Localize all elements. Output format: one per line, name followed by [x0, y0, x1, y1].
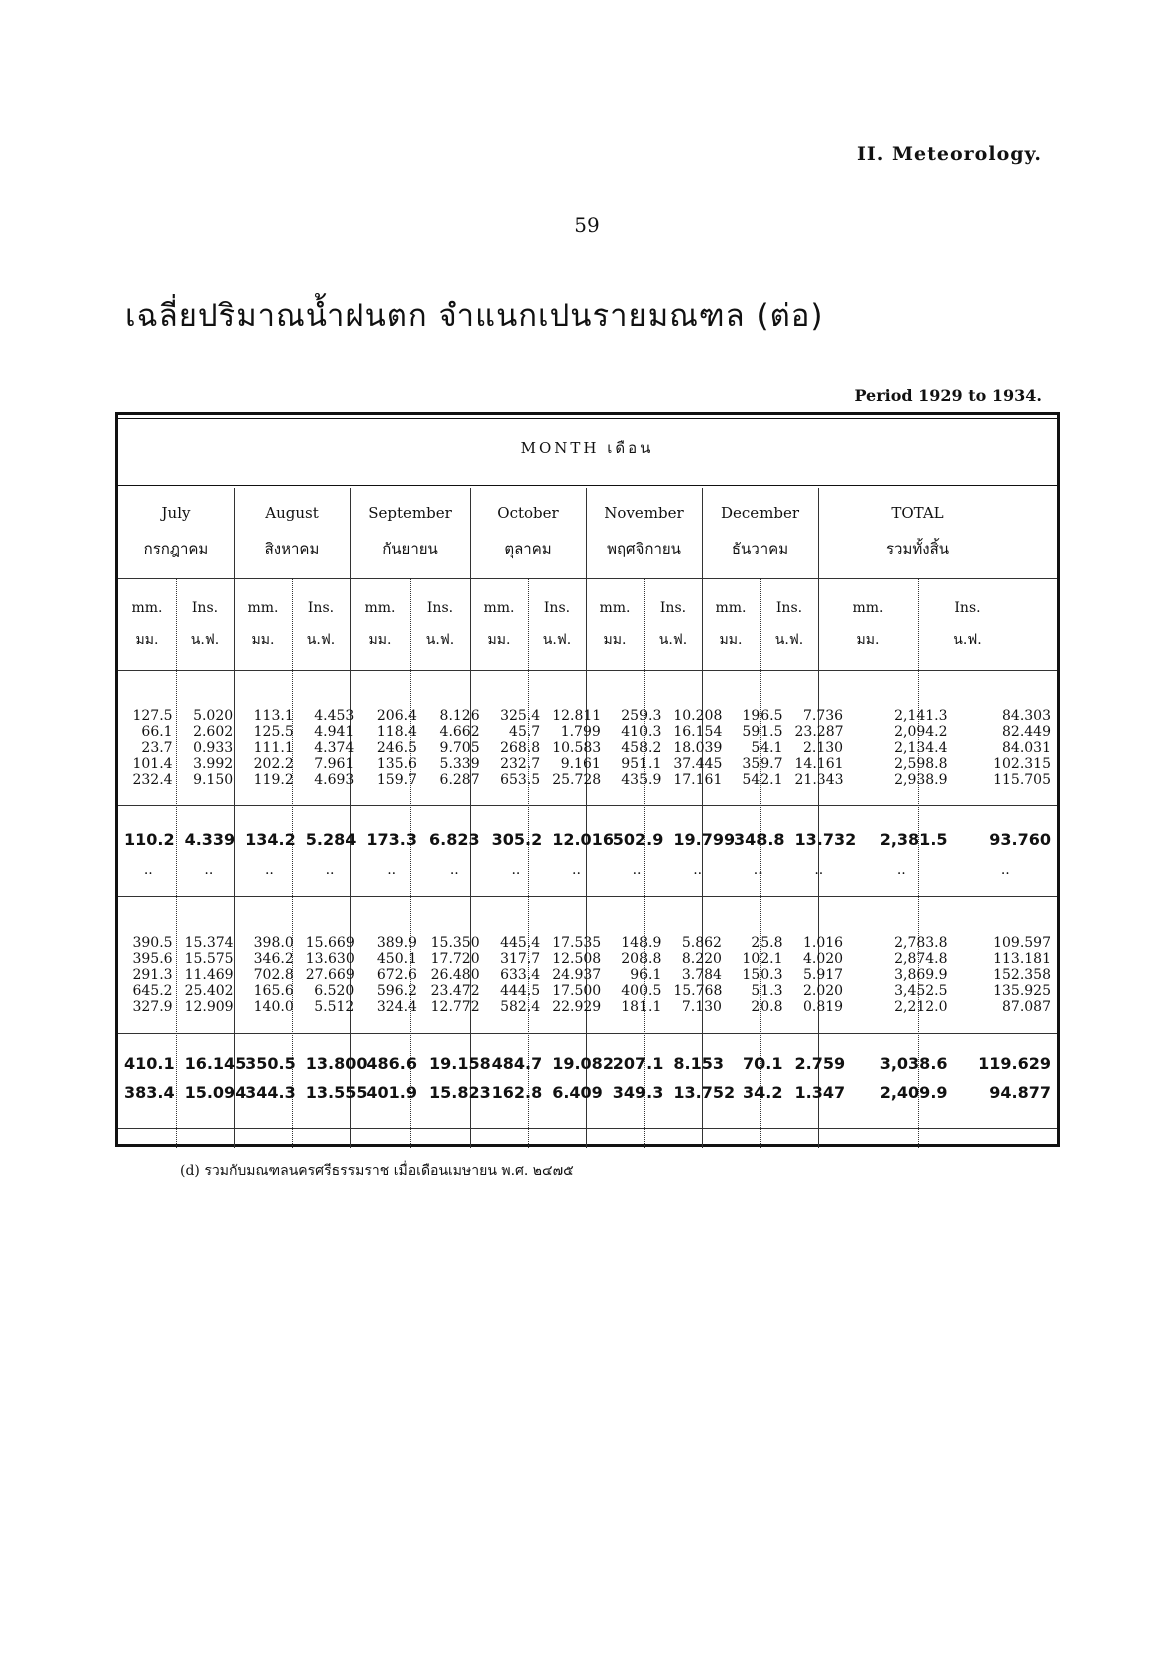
section-header: II. Meteorology.: [857, 143, 1042, 165]
rule: [118, 896, 1057, 897]
table-cell: 11.469: [184, 967, 234, 983]
table-cell: 400.5: [621, 983, 662, 999]
table-cell: 6.823: [429, 830, 480, 849]
unit-header-en: mm.: [599, 600, 631, 616]
table-cell: 5.512: [314, 999, 355, 1015]
rule: [118, 1128, 1057, 1129]
table-row: [118, 967, 1057, 983]
dots-row: [118, 862, 1057, 878]
table-cell: 19.158: [428, 1054, 491, 1073]
table-cell: 383.4: [124, 1083, 175, 1102]
table-cell: ..: [632, 862, 642, 878]
table-cell: 4.020: [803, 951, 844, 967]
table-cell: 19.799: [673, 830, 736, 849]
unit-header-en: Ins.: [543, 600, 571, 616]
table-cell: 2,598.8: [894, 756, 948, 772]
table-cell: 9.150: [193, 772, 234, 788]
month-header-th: ตุลาคม: [504, 540, 552, 558]
table-cell: 8.220: [681, 951, 722, 967]
table-cell: 15.350: [430, 935, 480, 951]
table-cell: 486.6: [366, 1054, 417, 1073]
month-label: MONTH เดือน: [520, 439, 654, 457]
table-cell: 291.3: [132, 967, 173, 983]
table-cell: 152.358: [993, 967, 1051, 983]
table-cell: 5.339: [439, 756, 480, 772]
unit-header-th: น.ฟ.: [953, 632, 982, 648]
table-cell: 15.575: [184, 951, 234, 967]
month-header-th: สิงหาคม: [264, 540, 320, 558]
group1-average: [118, 826, 1057, 854]
table-cell: 7.736: [803, 708, 844, 724]
table-cell: 17.720: [430, 951, 480, 967]
table-row: [118, 1050, 1057, 1078]
table-cell: 268.8: [500, 740, 541, 756]
month-header-en: December: [720, 504, 800, 522]
table-cell: 3.992: [193, 756, 234, 772]
table-cell: 542.1: [742, 772, 783, 788]
table-cell: 6.287: [439, 772, 480, 788]
month-header-en: July: [161, 504, 191, 522]
table-cell: 4.693: [314, 772, 355, 788]
table-cell: 3,869.9: [894, 967, 948, 983]
unit-header-en: mm.: [483, 600, 515, 616]
table-cell: 2.759: [794, 1054, 846, 1073]
table-cell: ..: [387, 862, 397, 878]
unit-header-en: mm.: [364, 600, 396, 616]
column-rule: [470, 488, 471, 1148]
table-cell: 13.732: [794, 830, 857, 849]
table-cell: ..: [1000, 862, 1010, 878]
table-cell: 435.9: [621, 772, 662, 788]
table-cell: 349.3: [612, 1083, 664, 1102]
table-row: [118, 862, 1057, 878]
table-cell: 34.2: [743, 1083, 783, 1102]
table-cell: ..: [572, 862, 581, 878]
table-cell: 20.8: [751, 999, 783, 1015]
period-label: Period 1929 to 1934.: [854, 386, 1042, 405]
table-cell: 14.161: [794, 756, 844, 772]
month-header-th: พฤศจิกายน: [607, 540, 681, 558]
table-cell: 445.4: [500, 935, 541, 951]
table-cell: 0.933: [193, 740, 234, 756]
unit-header-th: มม.: [603, 632, 627, 648]
table-cell: 12.016: [552, 830, 614, 849]
table-cell: 25.402: [184, 983, 234, 999]
table-cell: 458.2: [621, 740, 662, 756]
table-cell: 13.800: [305, 1054, 368, 1073]
table-cell: 5.917: [803, 967, 844, 983]
table-cell: 484.7: [491, 1054, 543, 1073]
table-cell: 25.728: [552, 772, 602, 788]
table-cell: 93.760: [989, 830, 1051, 849]
table-cell: 208.8: [621, 951, 662, 967]
table-cell: 3,452.5: [894, 983, 948, 999]
month-header-en: November: [604, 504, 684, 522]
unit-header-en: Ins.: [954, 600, 981, 616]
table-cell: 51.3: [751, 983, 783, 999]
rule: [118, 670, 1057, 671]
table-cell: 45.7: [509, 724, 541, 740]
table-cell: 15.094: [184, 1083, 247, 1102]
table-cell: 207.1: [612, 1054, 664, 1073]
unit-header-en: mm.: [852, 600, 884, 616]
unit-header-th: น.ฟ.: [774, 632, 804, 648]
table-cell: ..: [753, 862, 763, 878]
table-cell: 84.031: [1002, 740, 1051, 756]
table-cell: 13.752: [673, 1083, 736, 1102]
month-header-en: October: [497, 504, 559, 522]
table-cell: 5.284: [305, 830, 357, 849]
table-cell: 66.1: [141, 724, 173, 740]
table-cell: 591.5: [742, 724, 783, 740]
unit-header-en: mm.: [247, 600, 279, 616]
month-header-th: รวมทั้งสิ้น: [886, 540, 949, 558]
table-row: [118, 1079, 1057, 1107]
table-cell: 4.453: [314, 708, 355, 724]
rule: [118, 1033, 1057, 1034]
column-rule: [234, 488, 235, 1148]
table-cell: 2.020: [803, 983, 844, 999]
table-row: [118, 935, 1057, 951]
table-cell: 450.1: [376, 951, 417, 967]
table-cell: 596.2: [376, 983, 417, 999]
table-cell: 325.4: [500, 708, 541, 724]
page-number: 59: [574, 213, 600, 237]
table-cell: 23.7: [141, 740, 173, 756]
table-cell: 165.6: [253, 983, 294, 999]
table-cell: 13.555: [305, 1083, 368, 1102]
table-cell: 390.5: [132, 935, 173, 951]
unit-header-th: น.ฟ.: [306, 632, 336, 648]
table-row: [118, 999, 1057, 1015]
table-cell: 395.6: [132, 951, 173, 967]
table-cell: 15.768: [673, 983, 723, 999]
table-cell: 4.662: [439, 724, 480, 740]
table-cell: 202.2: [253, 756, 294, 772]
table-cell: 181.1: [621, 999, 662, 1015]
table-cell: 82.449: [1002, 724, 1051, 740]
table-cell: 324.4: [376, 999, 417, 1015]
table-cell: 173.3: [366, 830, 417, 849]
table-cell: 24.937: [552, 967, 602, 983]
table-cell: 2.130: [803, 740, 844, 756]
unit-header-en: mm.: [131, 600, 163, 616]
table-cell: 633.4: [500, 967, 541, 983]
table-cell: 23.287: [794, 724, 844, 740]
table-cell: 12.909: [184, 999, 234, 1015]
month-header-en: August: [265, 504, 319, 522]
table-cell: 111.1: [253, 740, 294, 756]
table-cell: 2.602: [193, 724, 234, 740]
table-cell: 3.784: [681, 967, 722, 983]
unit-header-th: มม.: [856, 632, 880, 648]
table-cell: 135.925: [993, 983, 1051, 999]
table-cell: 344.3: [245, 1083, 296, 1102]
table-cell: 6.409: [552, 1083, 603, 1102]
table-cell: ..: [449, 862, 459, 878]
table-cell: 13.630: [305, 951, 355, 967]
month-header-en: September: [368, 504, 452, 522]
unit-header-th: มม.: [487, 632, 511, 648]
month-header-th: ธันวาคม: [731, 540, 789, 558]
table-cell: 148.9: [621, 935, 662, 951]
table-cell: 102.315: [993, 756, 1051, 772]
table-cell: 6.520: [314, 983, 355, 999]
table-cell: 113.181: [993, 951, 1051, 967]
table-cell: 102.1: [742, 951, 783, 967]
table-cell: 115.705: [993, 772, 1051, 788]
table-cell: 2,381.5: [879, 830, 948, 849]
column-rule: [702, 488, 703, 1148]
table-cell: 135.6: [376, 756, 417, 772]
table-cell: 125.5: [253, 724, 294, 740]
table-cell: 96.1: [630, 967, 662, 983]
table-cell: 348.8: [733, 830, 785, 849]
table-cell: 10.208: [673, 708, 723, 724]
table-cell: 5.862: [681, 935, 722, 951]
table-cell: 37.445: [673, 756, 723, 772]
table-cell: 113.1: [253, 708, 294, 724]
table-cell: ..: [143, 862, 153, 878]
column-rule: [350, 488, 351, 1148]
table-cell: 4.339: [184, 830, 236, 849]
table-cell: 502.9: [612, 830, 664, 849]
table-row: [118, 724, 1057, 740]
table-row: [118, 756, 1057, 772]
table-cell: 951.1: [621, 756, 662, 772]
table-cell: 17.500: [552, 983, 602, 999]
table-cell: 23.472: [430, 983, 480, 999]
table-cell: 16.145: [184, 1054, 247, 1073]
table-cell: 259.3: [621, 708, 662, 724]
table-cell: 17.161: [673, 772, 723, 788]
table-cell: 2,134.4: [894, 740, 948, 756]
unit-header-th: น.ฟ.: [542, 632, 572, 648]
unit-header-th: มม.: [719, 632, 743, 648]
table-cell: 2,094.2: [894, 724, 948, 740]
unit-header-en: Ins.: [426, 600, 454, 616]
table-cell: 582.4: [500, 999, 541, 1015]
table-cell: 4.374: [314, 740, 355, 756]
table-cell: 2,783.8: [894, 935, 948, 951]
rule: [118, 578, 1057, 579]
group1-table: [118, 708, 1057, 788]
table-cell: 317.7: [500, 951, 541, 967]
table-cell: 7.130: [681, 999, 722, 1015]
table-cell: 15.374: [184, 935, 234, 951]
table-cell: 162.8: [491, 1083, 543, 1102]
table-cell: 0.819: [803, 999, 844, 1015]
table-cell: 12.811: [552, 708, 602, 724]
table-cell: 12.508: [552, 951, 602, 967]
table-cell: 246.5: [376, 740, 417, 756]
table-cell: 4.941: [314, 724, 355, 740]
table-cell: ..: [693, 862, 703, 878]
table-cell: 94.877: [989, 1083, 1051, 1102]
table-cell: 8.126: [439, 708, 480, 724]
table-cell: 134.2: [245, 830, 296, 849]
table-cell: 9.161: [560, 756, 601, 772]
table-cell: 2,409.9: [879, 1083, 948, 1102]
table-cell: 109.597: [993, 935, 1051, 951]
table-cell: 16.154: [673, 724, 723, 740]
unit-header-en: Ins.: [659, 600, 687, 616]
table-cell: 84.303: [1002, 708, 1051, 724]
table-cell: 87.087: [1002, 999, 1051, 1015]
table-cell: 2,141.3: [894, 708, 948, 724]
table-cell: 119.629: [978, 1054, 1051, 1073]
table-cell: 2,874.8: [894, 951, 948, 967]
table-cell: 232.4: [132, 772, 173, 788]
table-cell: ..: [814, 862, 824, 878]
table-cell: 346.2: [253, 951, 294, 967]
table-cell: 327.9: [132, 999, 173, 1015]
table-cell: 5.020: [193, 708, 234, 724]
unit-header-th: น.ฟ.: [190, 632, 220, 648]
column-rule: [586, 488, 587, 1148]
table-cell: 350.5: [245, 1054, 296, 1073]
unit-header-th: น.ฟ.: [658, 632, 688, 648]
table-cell: 101.4: [132, 756, 173, 772]
table-cell: 15.669: [305, 935, 355, 951]
table-cell: 3,038.6: [879, 1054, 948, 1073]
rule: [118, 805, 1057, 806]
table-row: [118, 983, 1057, 999]
table-cell: ..: [896, 862, 906, 878]
table-cell: 159.7: [376, 772, 417, 788]
table-cell: 672.6: [376, 967, 417, 983]
table-cell: 110.2: [124, 830, 175, 849]
table-cell: 1.016: [803, 935, 844, 951]
month-header-en: TOTAL: [891, 504, 944, 522]
table-cell: 27.669: [305, 967, 355, 983]
table-cell: 196.5: [742, 708, 783, 724]
table-cell: 8.153: [673, 1054, 724, 1073]
table-cell: 12.772: [430, 999, 480, 1015]
table-row: [118, 772, 1057, 788]
table-cell: 22.929: [552, 999, 602, 1015]
table-cell: 21.343: [794, 772, 844, 788]
table-cell: 9.705: [439, 740, 480, 756]
table-cell: 18.039: [673, 740, 723, 756]
table-cell: ..: [325, 862, 335, 878]
table-cell: 389.9: [376, 935, 417, 951]
table-cell: 401.9: [366, 1083, 417, 1102]
unit-header-en: Ins.: [191, 600, 219, 616]
table-cell: 2,212.0: [894, 999, 948, 1015]
unit-header-th: มม.: [135, 632, 159, 648]
table-cell: ..: [264, 862, 274, 878]
table-cell: 653.5: [500, 772, 541, 788]
table-cell: 645.2: [132, 983, 173, 999]
table-cell: 305.2: [491, 830, 543, 849]
unit-header-th: มม.: [251, 632, 275, 648]
table-cell: 19.082: [552, 1054, 614, 1073]
unit-header-en: mm.: [715, 600, 747, 616]
unit-header-th: มม.: [368, 632, 392, 648]
table-row: [118, 826, 1057, 854]
table-cell: 359.7: [742, 756, 783, 772]
table-cell: 206.4: [376, 708, 417, 724]
month-header-th: กรกฎาคม: [143, 540, 209, 558]
table-cell: 10.583: [552, 740, 602, 756]
table-cell: 150.3: [742, 967, 783, 983]
table-cell: 2,938.9: [894, 772, 948, 788]
table-cell: 7.961: [314, 756, 355, 772]
table-cell: ..: [204, 862, 214, 878]
table-cell: 118.4: [376, 724, 417, 740]
table-cell: 232.7: [500, 756, 541, 772]
table-cell: 127.5: [132, 708, 173, 724]
month-header-th: กันยายน: [382, 540, 438, 558]
table-cell: 1.799: [560, 724, 601, 740]
column-rule: [818, 488, 819, 1148]
table-cell: 70.1: [743, 1054, 783, 1073]
table-cell: 444.5: [500, 983, 541, 999]
table-cell: 15.823: [428, 1083, 491, 1102]
table-cell: 54.1: [751, 740, 783, 756]
table-cell: 1.347: [794, 1083, 846, 1102]
footnote: (d) รวมกับมณฑลนครศรีธรรมราช เมื่อเดือนเมษายน พ.ศ. ๒๔๗๕: [180, 1163, 574, 1179]
page-title: เฉลี่ยปริมาณน้ำฝนตก จำแนกเปนรายมณฑล (ต่อ): [125, 298, 824, 334]
table-cell: 26.480: [430, 967, 480, 983]
table-cell: 140.0: [253, 999, 294, 1015]
table-cell: 25.8: [751, 935, 783, 951]
table-cell: 119.2: [253, 772, 294, 788]
table-row: [118, 740, 1057, 756]
table-cell: 410.1: [124, 1054, 175, 1073]
unit-header-en: Ins.: [775, 600, 803, 616]
unit-header-en: Ins.: [307, 600, 335, 616]
table-cell: 398.0: [253, 935, 294, 951]
table-cell: 702.8: [253, 967, 294, 983]
group2-second-row: [118, 1079, 1057, 1107]
table-cell: ..: [511, 862, 521, 878]
table-cell: 17.535: [552, 935, 602, 951]
group2-average: [118, 1050, 1057, 1078]
table-row: [118, 708, 1057, 724]
table-cell: 410.3: [621, 724, 662, 740]
table-row: [118, 951, 1057, 967]
unit-header-th: น.ฟ.: [425, 632, 455, 648]
group2-table: [118, 935, 1057, 1015]
